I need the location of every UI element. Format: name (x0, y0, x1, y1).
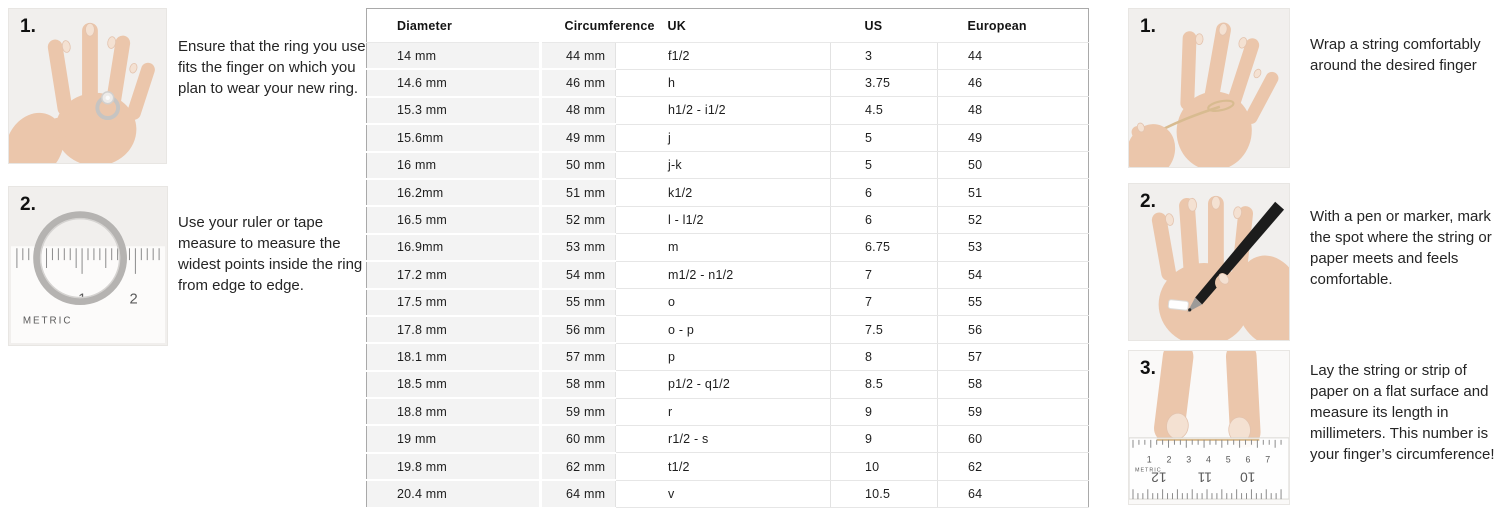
table-cell: 56 (938, 316, 1089, 343)
table-cell: 10.5 (831, 480, 938, 507)
table-cell: 49 mm (541, 124, 616, 151)
table-cell: 51 mm (541, 179, 616, 206)
table-row (367, 453, 1089, 480)
table-row (367, 206, 1089, 233)
table-cell: 20.4 mm (367, 480, 541, 507)
table-cell: f1/2 (616, 43, 831, 70)
table-cell: 50 mm (541, 152, 616, 179)
table-row (367, 480, 1089, 507)
table-cell: 7 (831, 261, 938, 288)
table-cell: h1/2 - i1/2 (616, 97, 831, 124)
table-cell: 59 (938, 398, 1089, 425)
table-cell: 59 mm (541, 398, 616, 425)
table-row (367, 179, 1089, 206)
left-ruler-number-1: 1 (78, 291, 87, 308)
right-ruler-number-4: 4 (1206, 454, 1211, 465)
table-row (367, 97, 1089, 124)
table-cell: 46 (938, 69, 1089, 96)
right-ruler-number-3: 3 (1186, 454, 1192, 465)
table-row (367, 124, 1089, 151)
table-cell: 17.8 mm (367, 316, 541, 343)
header-european: European (938, 9, 1089, 43)
table-cell: m (616, 234, 831, 261)
table-cell: 17.5 mm (367, 289, 541, 316)
table-cell: 58 (938, 371, 1089, 398)
ring-on-ruler-image (8, 186, 168, 346)
right-ruler-number-2: 2 (1166, 454, 1172, 465)
right-step-1-text: Wrap a string comfortably around the desired finger (1310, 36, 1481, 74)
table-cell: 55 mm (541, 289, 616, 316)
table-cell: 6 (831, 206, 938, 233)
table-cell: j-k (616, 152, 831, 179)
table-row (367, 43, 1089, 70)
right-ruler-number-5: 5 (1225, 454, 1231, 465)
table-cell: 3 (831, 43, 938, 70)
table-cell: 56 mm (541, 316, 616, 343)
table-row (367, 69, 1089, 96)
table-cell: r (616, 398, 831, 425)
table-cell: 8 (831, 343, 938, 370)
ruler-reversed-12: 12 (1151, 469, 1167, 486)
string-around-finger-image (1128, 8, 1290, 168)
table-cell: 19.8 mm (367, 453, 541, 480)
table-cell: 18.5 mm (367, 371, 541, 398)
table-cell: 16.5 mm (367, 206, 541, 233)
table-cell: 57 (938, 343, 1089, 370)
table-cell: 54 mm (541, 261, 616, 288)
table-cell: 18.8 mm (367, 398, 541, 425)
table-cell: 50 (938, 152, 1089, 179)
table-cell: l - l1/2 (616, 206, 831, 233)
ring-on-finger-image (8, 8, 167, 164)
right-step-3-text: Lay the string or strip of paper on a flat surface and measure its length in millimeters. This number is your finger’s circumference! (1310, 362, 1495, 463)
table-row (367, 261, 1089, 288)
table-cell: 51 (938, 179, 1089, 206)
right-ruler-number-6: 6 (1245, 454, 1251, 465)
table-cell: 64 (938, 480, 1089, 507)
table-cell: 16.2mm (367, 179, 541, 206)
table-cell: 46 mm (541, 69, 616, 96)
ruler-reversed-10: 10 (1240, 469, 1256, 486)
table-cell: 15.3 mm (367, 97, 541, 124)
table-cell: j (616, 124, 831, 151)
table-cell: 4.5 (831, 97, 938, 124)
table-cell: 53 (938, 234, 1089, 261)
table-cell: 54 (938, 261, 1089, 288)
table-cell: 6.75 (831, 234, 938, 261)
table-cell: 17.2 mm (367, 261, 541, 288)
table-cell: 64 mm (541, 480, 616, 507)
table-cell: 52 (938, 206, 1089, 233)
ring-size-table (366, 8, 1089, 509)
table-cell: 6 (831, 179, 938, 206)
table-cell: 49 (938, 124, 1089, 151)
table-cell: r1/2 - s (616, 425, 831, 452)
table-cell: v (616, 480, 831, 507)
metric-label: METRIC (22, 315, 73, 327)
table-cell: 60 mm (541, 425, 616, 452)
table-cell: 60 (938, 425, 1089, 452)
right-ruler-number-1: 1 (1146, 454, 1152, 465)
table-cell: 5 (831, 124, 938, 151)
table-cell: h (616, 69, 831, 96)
table-cell: 8.5 (831, 371, 938, 398)
right-step-1-number: 1. (1140, 16, 1156, 37)
table-cell: 5 (831, 152, 938, 179)
table-cell: p (616, 343, 831, 370)
table-cell: o (616, 289, 831, 316)
table-cell: 44 (938, 43, 1089, 70)
left-step-1-number: 1. (20, 16, 36, 37)
header-uk: UK (616, 9, 831, 43)
table-cell: 14 mm (367, 43, 541, 70)
table-row (367, 343, 1089, 370)
table-row (367, 289, 1089, 316)
table-row (367, 425, 1089, 452)
table-row (367, 371, 1089, 398)
table-cell: m1/2 - n1/2 (616, 261, 831, 288)
table-cell: 16.9mm (367, 234, 541, 261)
metric-label-small: METRIC (1134, 467, 1162, 474)
table-cell: 15.6mm (367, 124, 541, 151)
table-cell: 57 mm (541, 343, 616, 370)
table-cell: 58 mm (541, 371, 616, 398)
table-cell: 10 (831, 453, 938, 480)
right-step-3-number: 3. (1140, 358, 1156, 379)
left-step-2-number: 2. (20, 194, 36, 215)
table-cell: k1/2 (616, 179, 831, 206)
table-row (367, 152, 1089, 179)
header-diameter: Diameter (367, 9, 541, 43)
size-table-body (367, 43, 1089, 508)
header-us: US (831, 9, 938, 43)
ruler-reversed-11: 11 (1197, 469, 1212, 486)
right-ruler-number-7: 7 (1265, 454, 1271, 465)
table-cell: 9 (831, 398, 938, 425)
table-cell: 7.5 (831, 316, 938, 343)
table-cell: 3.75 (831, 69, 938, 96)
table-cell: 7 (831, 289, 938, 316)
table-cell: 55 (938, 289, 1089, 316)
table-cell: 62 mm (541, 453, 616, 480)
table-cell: o - p (616, 316, 831, 343)
pen-marking-string-image (1128, 183, 1290, 341)
table-cell: 19 mm (367, 425, 541, 452)
table-cell: 16 mm (367, 152, 541, 179)
table-row (367, 316, 1089, 343)
right-step-2-text: With a pen or marker, mark the spot where the string or paper meets and feels comfortable. (1310, 208, 1492, 288)
table-cell: 48 mm (541, 97, 616, 124)
size-table-header (367, 9, 1089, 43)
table-cell: 62 (938, 453, 1089, 480)
left-step-2-text: Use your ruler or tape measure to measure the widest points inside the ring from edge to edge. (178, 214, 363, 294)
table-cell: 18.1 mm (367, 343, 541, 370)
table-cell: t1/2 (616, 453, 831, 480)
right-step-2-number: 2. (1140, 191, 1156, 212)
table-cell: 48 (938, 97, 1089, 124)
header-circumference: Circumference (541, 9, 616, 43)
table-cell: 44 mm (541, 43, 616, 70)
table-cell: 53 mm (541, 234, 616, 261)
left-step-1-text: Ensure that the ring you use fits the finger on which you plan to wear your new ring. (178, 38, 366, 97)
table-cell: 9 (831, 425, 938, 452)
table-row (367, 234, 1089, 261)
measuring-string-ruler-image (1128, 350, 1290, 505)
table-cell: p1/2 - q1/2 (616, 371, 831, 398)
table-cell: 52 mm (541, 206, 616, 233)
table-row (367, 398, 1089, 425)
table-cell: 14.6 mm (367, 69, 541, 96)
left-ruler-number-2: 2 (129, 291, 138, 308)
